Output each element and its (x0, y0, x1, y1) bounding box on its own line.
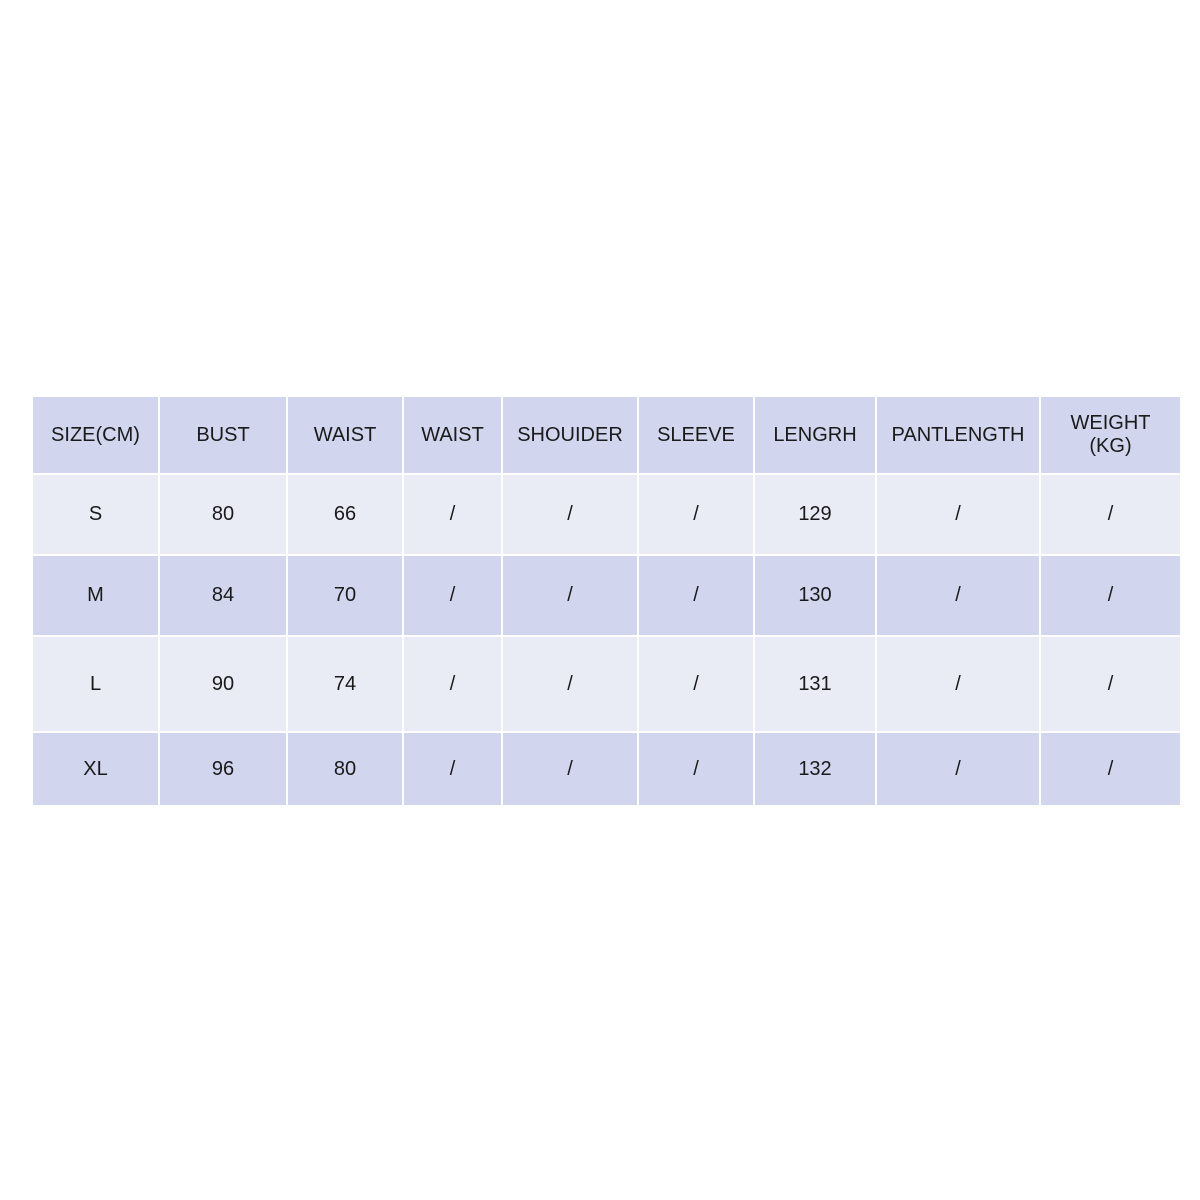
cell-sleeve: / (638, 555, 754, 636)
cell-waist: 74 (287, 636, 403, 732)
cell-shoulder: / (502, 474, 638, 555)
cell-length: 132 (754, 732, 876, 806)
cell-waist-2: / (403, 474, 502, 555)
cell-length: 129 (754, 474, 876, 555)
cell-waist: 80 (287, 732, 403, 806)
cell-shoulder: / (502, 636, 638, 732)
cell-length: 131 (754, 636, 876, 732)
cell-waist: 70 (287, 555, 403, 636)
cell-sleeve: / (638, 474, 754, 555)
header-shoulder: SHOUIDER (502, 396, 638, 474)
cell-sleeve: / (638, 732, 754, 806)
header-length: LENGRH (754, 396, 876, 474)
cell-weight: / (1040, 732, 1181, 806)
cell-pant-length: / (876, 636, 1040, 732)
cell-bust: 96 (159, 732, 287, 806)
cell-weight: / (1040, 474, 1181, 555)
cell-waist-2: / (403, 732, 502, 806)
size-chart-table (31, 395, 1182, 807)
table-header-row (32, 396, 1181, 474)
cell-shoulder: / (502, 732, 638, 806)
header-sleeve: SLEEVE (638, 396, 754, 474)
cell-size: S (32, 474, 159, 555)
cell-pant-length: / (876, 732, 1040, 806)
cell-sleeve: / (638, 636, 754, 732)
cell-waist-2: / (403, 555, 502, 636)
header-waist-2: WAIST (403, 396, 502, 474)
table-row (32, 474, 1181, 555)
header-size: SIZE(CM) (32, 396, 159, 474)
header-bust: BUST (159, 396, 287, 474)
cell-size: M (32, 555, 159, 636)
header-waist: WAIST (287, 396, 403, 474)
cell-shoulder: / (502, 555, 638, 636)
cell-bust: 84 (159, 555, 287, 636)
cell-weight: / (1040, 555, 1181, 636)
header-weight: WEIGHT (KG) (1040, 396, 1181, 474)
table-row (32, 555, 1181, 636)
cell-bust: 80 (159, 474, 287, 555)
cell-pant-length: / (876, 555, 1040, 636)
table-row (32, 636, 1181, 732)
table-row (32, 732, 1181, 806)
header-pant-length: PANTLENGTH (876, 396, 1040, 474)
cell-length: 130 (754, 555, 876, 636)
cell-pant-length: / (876, 474, 1040, 555)
cell-size: L (32, 636, 159, 732)
cell-weight: / (1040, 636, 1181, 732)
cell-size: XL (32, 732, 159, 806)
cell-waist-2: / (403, 636, 502, 732)
cell-waist: 66 (287, 474, 403, 555)
cell-bust: 90 (159, 636, 287, 732)
